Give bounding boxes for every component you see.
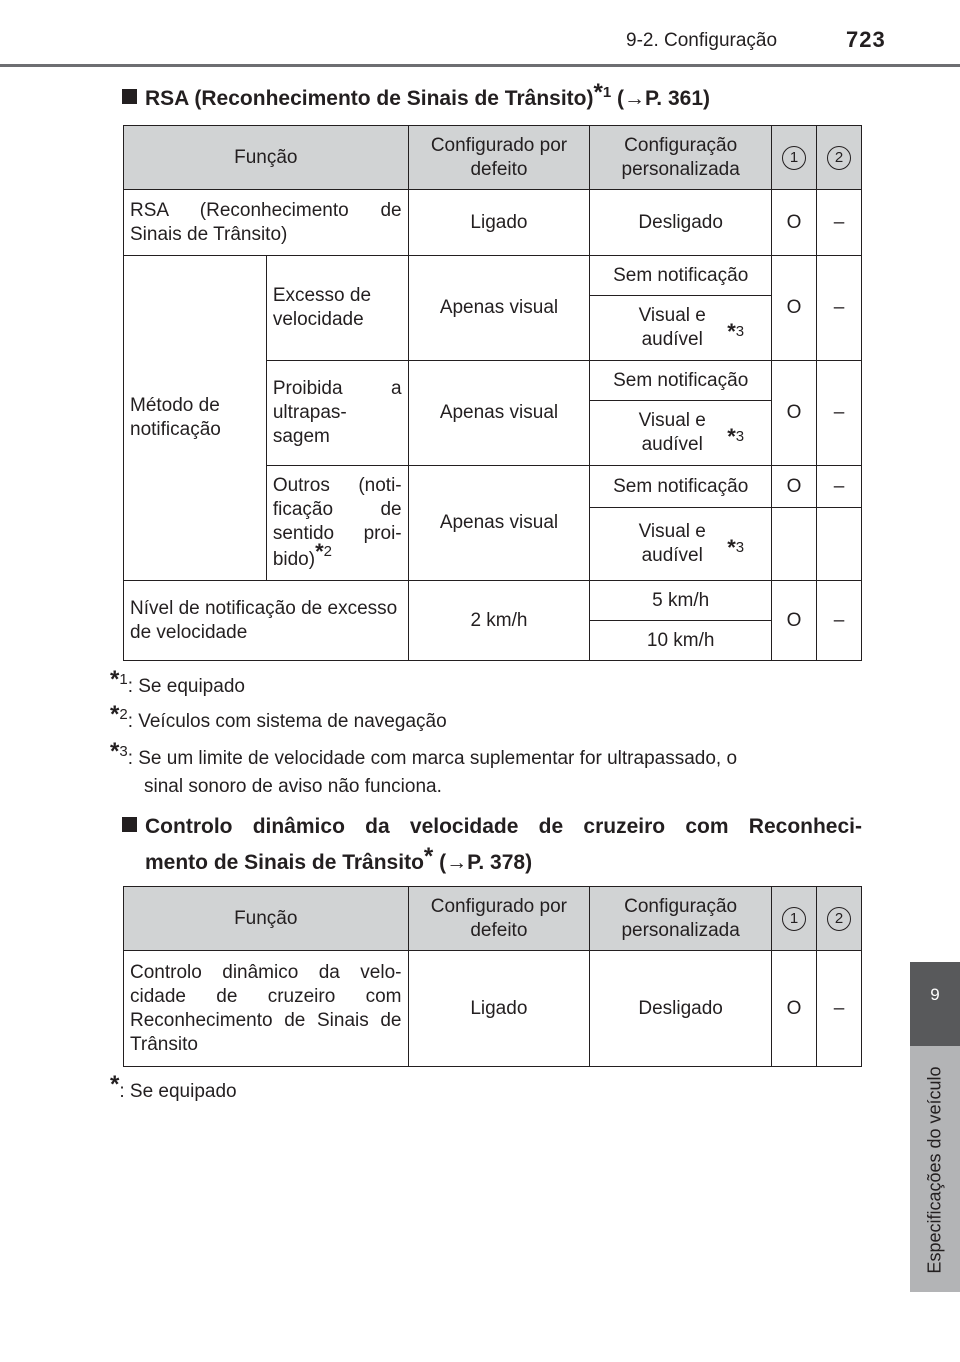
square-bullet-icon: [122, 89, 137, 104]
section2-title-text2: mento de Sinais de Trânsito: [145, 851, 424, 874]
cell-col1: O: [772, 361, 817, 466]
cell-default: Apenas visual: [408, 361, 590, 466]
page-number: 723: [846, 27, 886, 52]
cell-funcao: Controlo dinâmico da velo- cidade de cruzeiro com Reconhecimento de Sinais de Trânsito: [124, 951, 409, 1067]
header-funcao: Função: [124, 887, 409, 951]
section2-title-line2: mento de Sinais de Trânsito* (→P. 378): [145, 843, 533, 874]
settings-table-cruise: [123, 886, 862, 1067]
cell-col2-empty: [817, 508, 862, 581]
footnote-3: $^{*3}$: Se um limite de velocidade com marca suplementar for ultrapassado, o: [110, 738, 738, 769]
chapter-number: 9: [930, 985, 940, 1004]
option-text: Visual e audível: [638, 520, 706, 566]
footnote-text: : Se equipado: [127, 676, 245, 697]
table-row: [124, 581, 862, 621]
cell-col2: –: [817, 466, 862, 508]
cell-custom: Desligado: [590, 951, 772, 1067]
header-col2: [817, 126, 862, 190]
section1-title-text: RSA (Reconhecimento de Sinais de Trânsito): [145, 87, 594, 110]
cell-col1: O: [772, 190, 817, 256]
cell-option: 10 km/h: [590, 621, 772, 661]
cell-metodo: Método de notificação: [124, 256, 267, 581]
header-col2: [817, 887, 862, 951]
footnote-section2: *: Se equipado: [110, 1071, 237, 1102]
table-row: [124, 256, 862, 296]
section2-page-ref[interactable]: (→P. 378): [439, 851, 533, 874]
option-text: Visual e audível: [638, 304, 706, 350]
cell-option: Sem notificação: [590, 466, 772, 508]
table-row: [124, 190, 862, 256]
circle-2-icon: 2: [827, 907, 851, 931]
cell-col1: O: [772, 466, 817, 508]
cell-custom: Desligado: [590, 190, 772, 256]
circle-2-icon: 2: [827, 146, 851, 170]
cell-col2: –: [817, 190, 862, 256]
header-default: Configurado por defeito: [408, 887, 590, 951]
cell-option: Visual e audível $^{*3}$: [590, 401, 772, 466]
table-row: [124, 951, 862, 1067]
option-text: Visual e audível: [638, 409, 706, 455]
circle-1-icon: 1: [782, 907, 806, 931]
cell-option: Sem notificação: [590, 361, 772, 401]
cell-option: Sem notificação: [590, 256, 772, 296]
cell-col1: O: [772, 951, 817, 1067]
section-header: 9-2. Configuração: [626, 30, 778, 51]
footnote-mark: 1: [602, 84, 612, 101]
footnote-mark: 1: [119, 671, 128, 688]
footnote-text: : Veículos com sistema de navegação: [127, 711, 447, 732]
cell-default: 2 km/h: [408, 581, 590, 661]
outros-label-text: Outros (noti- ficação de sentido proi- bido): [272, 474, 402, 570]
chapter-label: Especificações do veículo: [924, 1066, 945, 1274]
header-col1: [772, 887, 817, 951]
footnote-1: $^{*1}$: Se equipado: [110, 666, 245, 697]
cell-default: Apenas visual: [408, 466, 590, 581]
cell-option: 5 km/h: [590, 581, 772, 621]
cell-col1-empty: [772, 508, 817, 581]
footnote-mark: 3: [119, 743, 128, 760]
cell-col2: –: [817, 256, 862, 361]
cell-excesso-label: Excesso de velocidade: [266, 256, 408, 361]
header-custom: Configuração personalizada: [590, 887, 772, 951]
cell-default: Apenas visual: [408, 256, 590, 361]
footnote-mark: 3: [735, 427, 745, 445]
header-custom: Configuração personalizada: [590, 126, 772, 190]
cell-default: Ligado: [408, 951, 590, 1067]
cell-col1: O: [772, 256, 817, 361]
table-header-row: [124, 126, 862, 190]
section2-title-line1: [122, 810, 862, 844]
footnote-mark: 3: [735, 538, 745, 556]
cell-proibida-label: Proibida a ultrapas- sagem: [266, 361, 408, 466]
footnote-2: $^{*2}$: Veículos com sistema de navegação: [110, 701, 447, 732]
footnote-text: : Se um limite de velocidade com marca suplementar for ultrapassado, o: [127, 748, 738, 769]
footnote-3-continued: sinal sonoro de aviso não funciona.: [144, 776, 442, 797]
footnote-mark: 3: [735, 322, 745, 340]
footnote-mark: 2: [323, 542, 332, 560]
footnote-mark: 2: [119, 706, 128, 723]
section1-page-ref[interactable]: (→P. 361): [617, 87, 711, 110]
settings-table-rsa: [123, 125, 862, 661]
header-col1: [772, 126, 817, 190]
section1-title: RSA (Reconhecimento de Sinais de Trânsito)$^{*1}$ (→P. 361): [122, 76, 710, 116]
table-header-row: [124, 887, 862, 951]
header-rule: [0, 64, 960, 67]
circle-1-icon: 1: [782, 146, 806, 170]
cell-col2: –: [817, 581, 862, 661]
cell-option: Visual e audível $^{*3}$: [590, 508, 772, 581]
cell-col1: O: [772, 581, 817, 661]
header-default: Configurado por defeito: [408, 126, 590, 190]
cell-col2: –: [817, 951, 862, 1067]
cell-funcao: RSA (Reconhecimento de Sinais de Trânsito): [124, 190, 409, 256]
cell-outros-label: Outros (noti- ficação de sentido proi- bido)$^{*2}$: [266, 466, 408, 581]
cell-funcao: Nível de notificação de excesso de velocidade: [124, 581, 409, 661]
footnote-text: : Se equipado: [119, 1081, 237, 1102]
header-funcao: Função: [124, 126, 409, 190]
square-bullet-icon: [122, 817, 137, 832]
cell-option: Visual e audível $^{*3}$: [590, 296, 772, 361]
cell-col2: –: [817, 361, 862, 466]
cell-default: Ligado: [408, 190, 590, 256]
section2-title-text: Controlo dinâmico da velocidade de cruzeiro com Reconheci-: [145, 815, 862, 838]
